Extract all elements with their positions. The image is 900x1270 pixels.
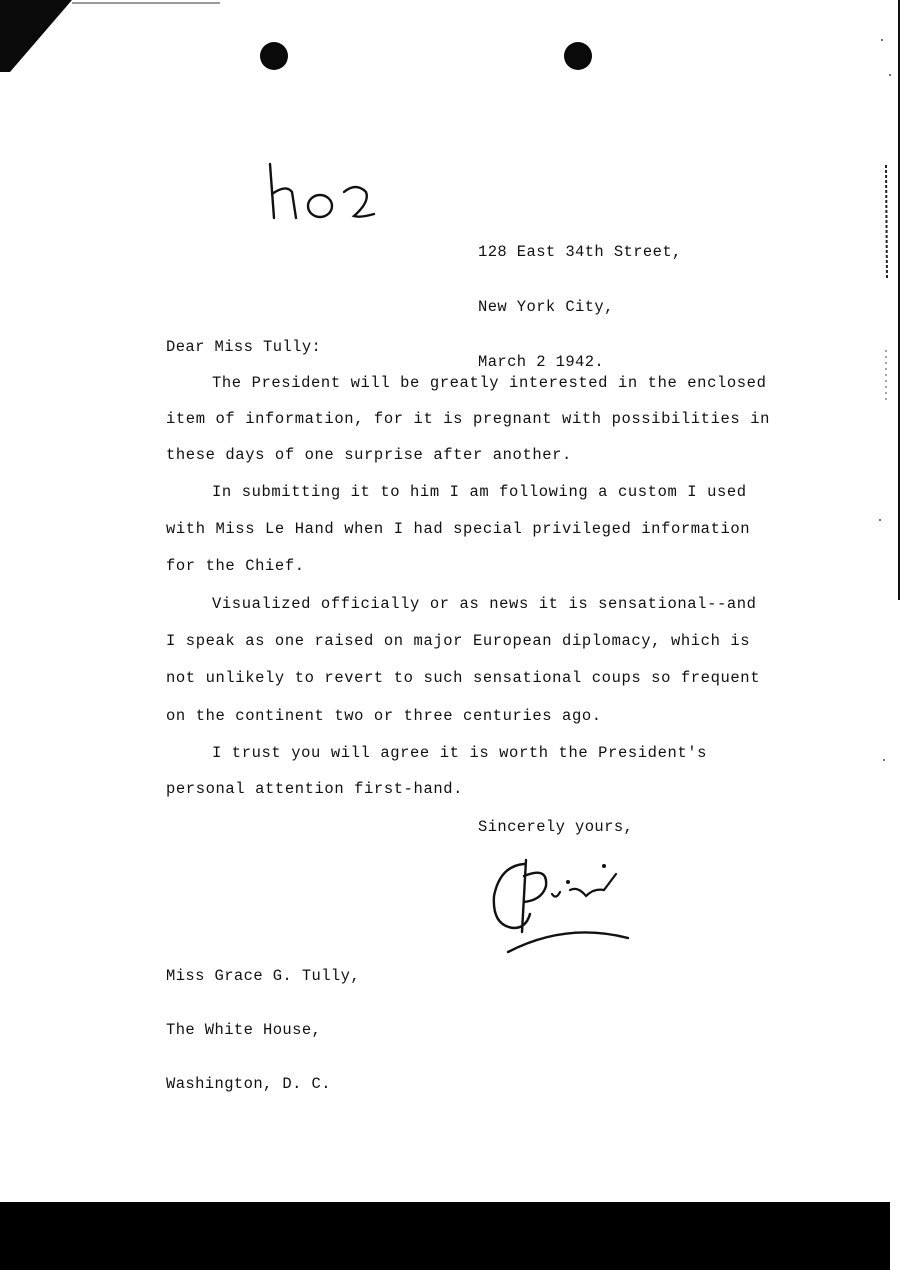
body-line: personal attention first-hand. — [166, 780, 464, 798]
body-line: with Miss Le Hand when I had special privileged information — [166, 520, 751, 538]
folded-corner-mark — [0, 0, 230, 80]
punch-hole-left — [260, 42, 288, 70]
body-line: not unlikely to revert to such sensational coups so frequent — [166, 669, 761, 687]
body-line: on the continent two or three centuries ago. — [166, 707, 602, 725]
scan-edge-marks — [870, 0, 900, 1200]
body-line: for the Chief. — [166, 557, 305, 575]
recipient-name: Miss Grace G. Tully, — [166, 967, 361, 985]
body-line: I trust you will agree it is worth the President's — [212, 744, 708, 762]
body-line: these days of one surprise after another. — [166, 446, 572, 464]
handwritten-number-402 — [262, 160, 382, 230]
recipient-city: Washington, D. C. — [166, 1075, 331, 1093]
body-line: The President will be greatly interested in the enclosed — [212, 374, 767, 392]
letter-date: March 2 1942. — [478, 353, 605, 371]
sender-street: 128 East 34th Street, — [478, 243, 682, 261]
handwritten-signature — [486, 852, 636, 962]
recipient-address — [166, 931, 360, 1129]
body-line: In submitting it to him I am following a custom I used — [212, 483, 747, 501]
body-line: item of information, for it is pregnant with possibilities in — [166, 410, 770, 428]
body-line: Visualized officially or as news it is sensational--and — [212, 595, 757, 613]
closing: Sincerely yours, — [478, 818, 634, 836]
salutation: Dear Miss Tully: — [166, 338, 322, 356]
punch-hole-right — [564, 42, 592, 70]
scan-bottom-border — [0, 1202, 890, 1270]
sender-city: New York City, — [478, 298, 614, 316]
body-line: I speak as one raised on major European diplomacy, which is — [166, 632, 751, 650]
recipient-organization: The White House, — [166, 1021, 322, 1039]
